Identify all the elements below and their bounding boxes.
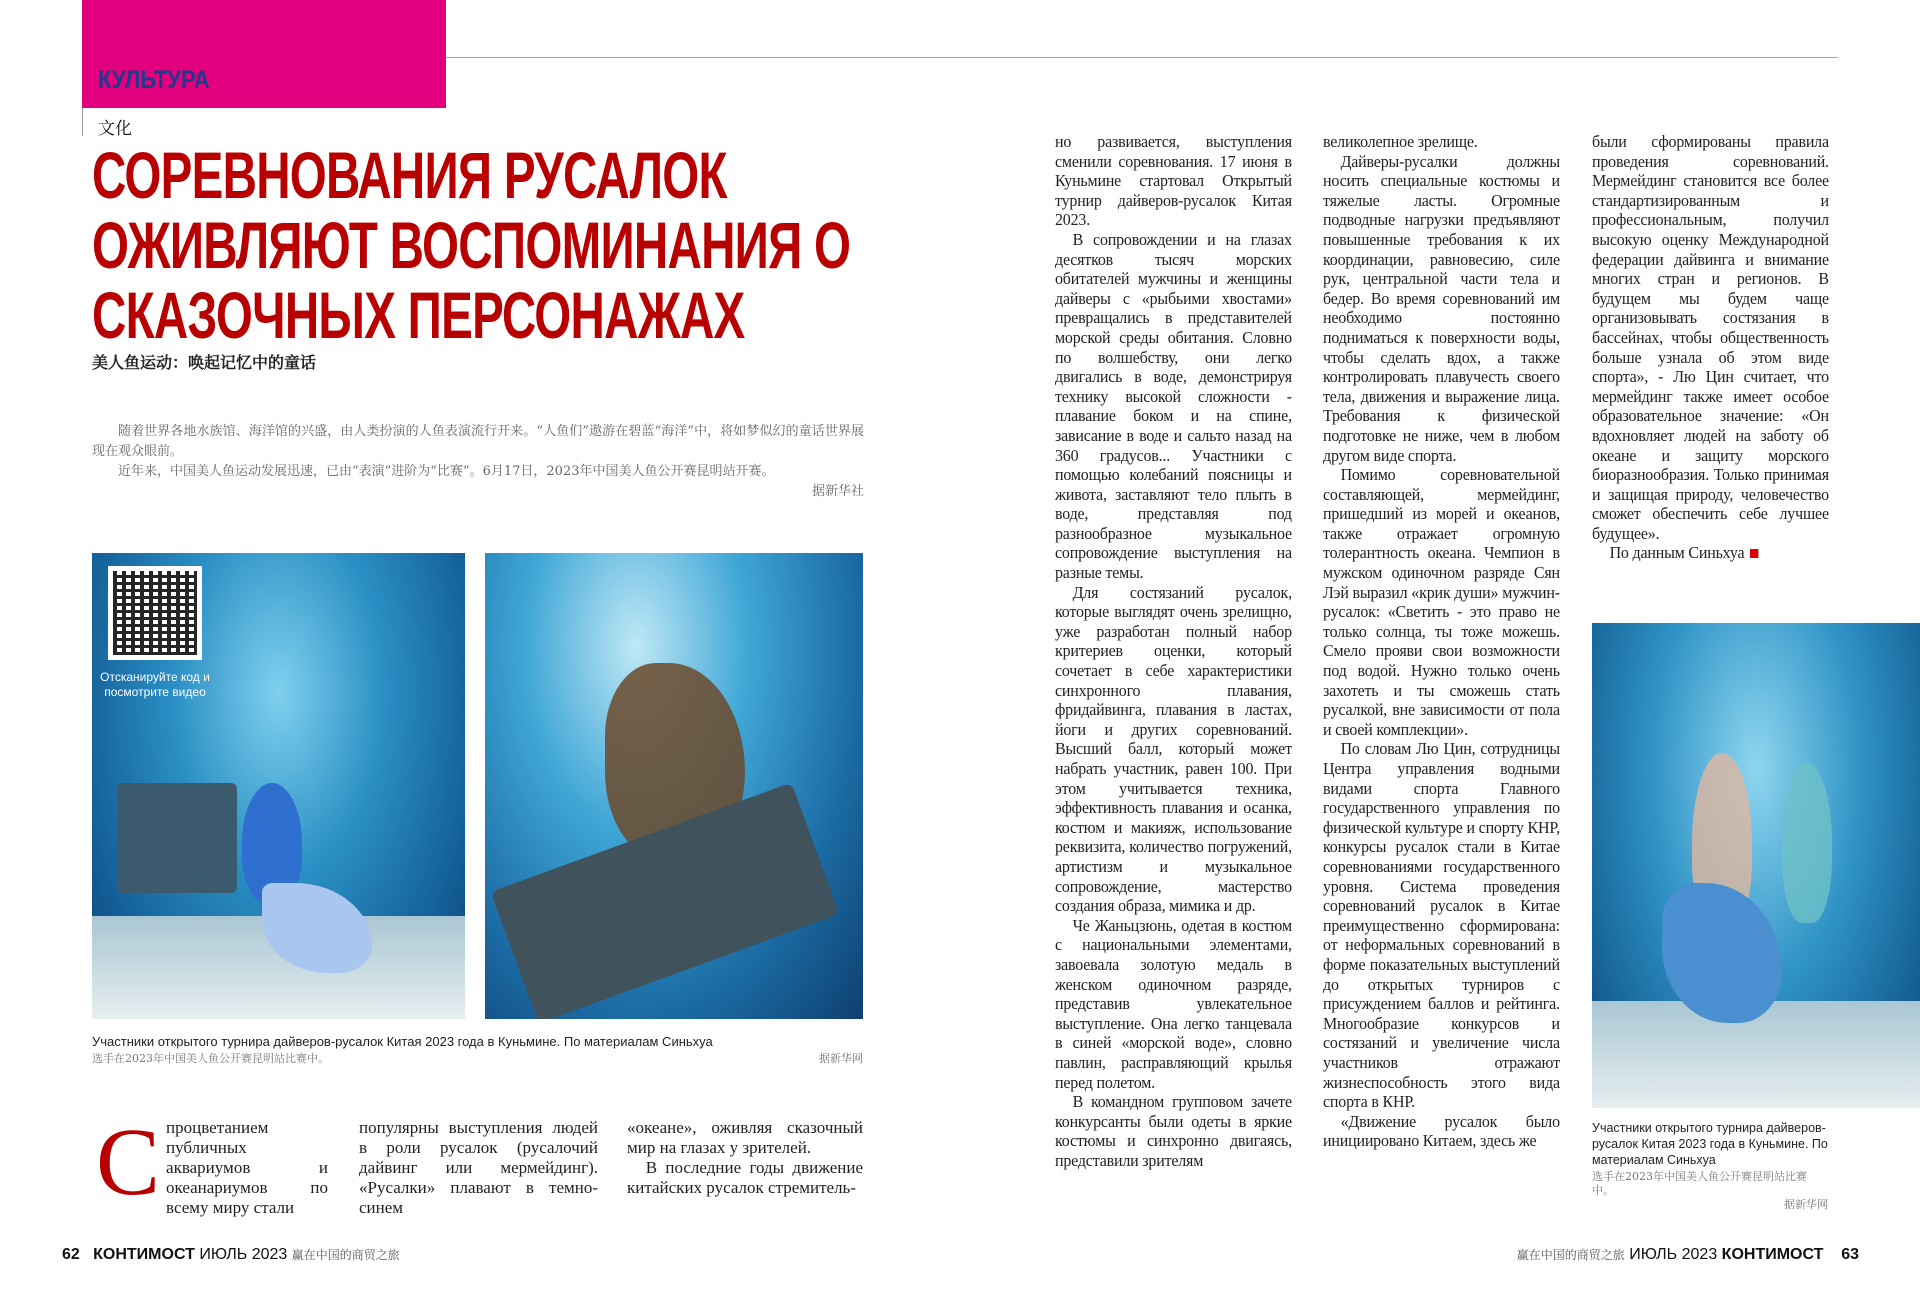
header-rule [446,57,1838,58]
section-divider [82,108,83,136]
body-column [627,1118,863,1198]
magazine-name: КОНТИМОСТ [93,1246,195,1263]
qr-code-icon[interactable] [108,566,202,660]
body-paragraph: В последние годы движение китайских русалок стремитель- [627,1158,863,1198]
body-paragraph: «Движение русалок было инициировано Китаем, здесь же [1323,1111,1560,1151]
body-paragraph: «океане», оживляя сказочный мир на глазах у зрителей. [627,1118,863,1158]
body-paragraph [1592,543,1829,563]
article-source: По данным Синьхуа [1609,543,1745,563]
intro-source: 据新华社 [811,484,864,499]
photo-caption-cn-block [92,1052,863,1066]
body-column [1323,132,1560,1151]
slogan-cn: 赢在中国的商贸之旅 [291,1248,400,1262]
issue-date: ИЮЛЬ 2023 [1629,1246,1718,1263]
intro-paragraph: 随着世界各地水族馆、海洋馆的兴盛，由人类扮演的人鱼表演流行开来。“人鱼们”遨游在碧蓝“海洋”中，将如梦似幻的童话世界展现在观众眼前。 [92,424,864,459]
drop-cap: С [96,1108,161,1215]
subtitle-cn: 美人鱼运动：唤起记忆中的童话 [92,353,317,372]
body-column [359,1118,598,1218]
photo-caption: Участники открытого турнира дайверов-русалок Китая 2023 года в Куньмине. По материалам Синьхуа [1592,1121,1828,1167]
photo-source: 据新华网 [1784,1198,1828,1211]
body-paragraph: Для состязаний русалок, которые выглядят очень зрелищно, уже разработан полный набор критериев оценки, который сочетает в себе характеристики синхронного плавания, фридайвинга, плавания в ластах, йоги и других соревнований. Высший балл, который может набрать участник, равен 100. При этом учитывается техника, эффективность плавания и осанка, костюм и макияж, использование реквизита, количество погружений, артистизм и музыкальное сопровождение, мастерство создания образа, мимика и др. [1055,582,1292,916]
headline-line: СОРЕВНОВАНИЯ РУСАЛОК [92,138,727,212]
body-paragraph: популярны выступления людей в роли русалок (русалочий дайвинг или мермейдинг). «Русалки» плавают в темно-синем [359,1118,598,1218]
photo-caption-block [1592,1120,1828,1212]
headline-line: ОЖИВЛЯЮТ ВОСПОМИНАНИЯ О [92,208,851,282]
section-label-cn: 文化 [98,119,132,139]
headline-line: СКАЗОЧНЫХ ПЕРСОНАЖАХ [92,278,745,352]
body-paragraph: были сформированы правила проведения соревнований. Мермейдинг становится все более стандартизированным и профессиональным, получил высокую оценку Международной федерации дайвинга и внимание многих стран и регионов. В будущем мы будем чаще организовывать состязания в бассейнах, чтобы общественность больше узнала об этом виде спорта», - Лю Цин считает, что мермейдинг также имеет особое образовательное значение: «Он вдохновляет людей на заботу об океане и защиту морского биоразнообразия. Только принимая и защищая природу, человечество сможет обеспечить себе лучшее будущее». [1592,132,1829,543]
end-mark-icon [1750,549,1758,558]
intro-cn [92,422,864,502]
photo-caption: Участники открытого турнира дайверов-русалок Китая 2023 года в Куньмине. По материалам Синьхуа [92,1034,713,1049]
body-paragraph: В командном групповом зачете конкурсанты были одеты в яркие костюмы и синхронно двигаясь, представили зрителям [1055,1092,1292,1170]
body-paragraph: великолепное зрелище. [1323,132,1478,151]
mermaid-photo-2 [485,553,863,1019]
mermaid-photo-3 [1592,623,1920,1108]
body-column [1592,132,1829,563]
body-paragraph: Дайверы-русалки должны носить специальные костюмы и тяжелые ласты. Огромные подводные нагрузки предъявляют повышенные требования к их координации, равновесию, силе рук, центральной части тела и бедер. Во время соревнований им необходимо постоянно подниматься к поверхности воды, чтобы сделать вдох, а также контролировать плавучесть своего тела, движения и выражение лица. Требования к физической подготовке не ниже, чем в любом другом виде спорта. [1323,151,1560,465]
body-paragraph: но развивается, выступления сменили соревнования. 17 июня в Куньмине стартовал Открытый турнир дайверов-русалок Китая 2023. [1055,132,1292,230]
section-label: КУЛЬТУРА [98,66,210,94]
body-column [1055,132,1292,1170]
qr-caption: Отсканируйте код и посмотрите видео [100,670,210,699]
page-number: 63 [1841,1246,1859,1263]
intro-paragraph: 近年来，中国美人鱼运动发展迅速，已由“表演”进阶为“比赛”。6月17日，2023年中国美人鱼公开赛昆明站开赛。 [118,464,775,479]
magazine-name: КОНТИМОСТ [1721,1246,1824,1263]
page-number: 62 [62,1246,80,1263]
body-paragraph: Че Жаньцзюнь, одетая в костюм с национальными элементами, завоевала золотую медаль в женском одиночном разряде, представив увлекательное выступление. Она легко танцевала в синей «морской воде», словно павлин, расправляющий крылья перед полетом. [1055,915,1292,1092]
body-column [96,1108,328,1218]
body-paragraph: В сопровождении и на глазах десятков тысяч морских обитателей мужчины и женщины дайверы с «рыбьими хвостами» превращались в представителей морской среды обитания. Словно по волшебству, они легко двигались в воде, демонстрируя технику высокой сложности - плавание боком и на спине, зависание в воде и сальто назад на 360 градусов... Участники с помощью колебаний поясницы и живота, заставляют тело плыть в воде, представляя под разнообразное музыкальное сопровождение выступления на разные темы. [1055,229,1292,583]
photo-caption-cn: 选手在2023年中国美人鱼公开赛昆明站比赛中。 [92,1052,329,1065]
body-paragraph: Помимо соревновательной составляющей, мермейдинг, пришедший из морей и океанов, также отражает огромную толерантность океана. Чемпион в мужском одиночном разряде Сян Лэй выразил «крик души» мужчин-русалок: «Светить - это право не только солнца, ты тоже можешь. Смело прояви свои возможности под водой. Нужно только очень захотеть и ты сможешь стать русалкой, вне зависимости от пола и своей комплекции». [1323,465,1560,739]
photo-source: 据新华网 [819,1052,863,1065]
footer-right [1517,1246,1859,1264]
photo-caption-cn: 选手在2023年中国美人鱼公开赛昆明站比赛中。 [1592,1170,1807,1197]
footer-left [62,1246,400,1264]
body-text: процветанием публичных аквариумов и океанариумов по всему миру стали [166,1118,328,1218]
issue-date: ИЮЛЬ 2023 [199,1246,288,1263]
slogan-cn: 赢在中国的商贸之旅 [1516,1248,1625,1262]
body-paragraph: По словам Лю Цин, сотрудницы Центра управления водными видами спорта Главного государственного управления по физической культуре и спорту КНР, конкурсы русалок стали в Китае соревнованиями государственного уровня. Система проведения соревнований русалок в Китае преимущественно сформирована: от неформальных соревнований в форме показательных выступлений до открытых турниров с присуждением баллов и рейтинга. Многообразие конкурсов и состязаний и увеличение числа участников отражают жизнеспособность этого вида спорта в КНР. [1323,739,1560,1112]
headline [92,138,851,352]
